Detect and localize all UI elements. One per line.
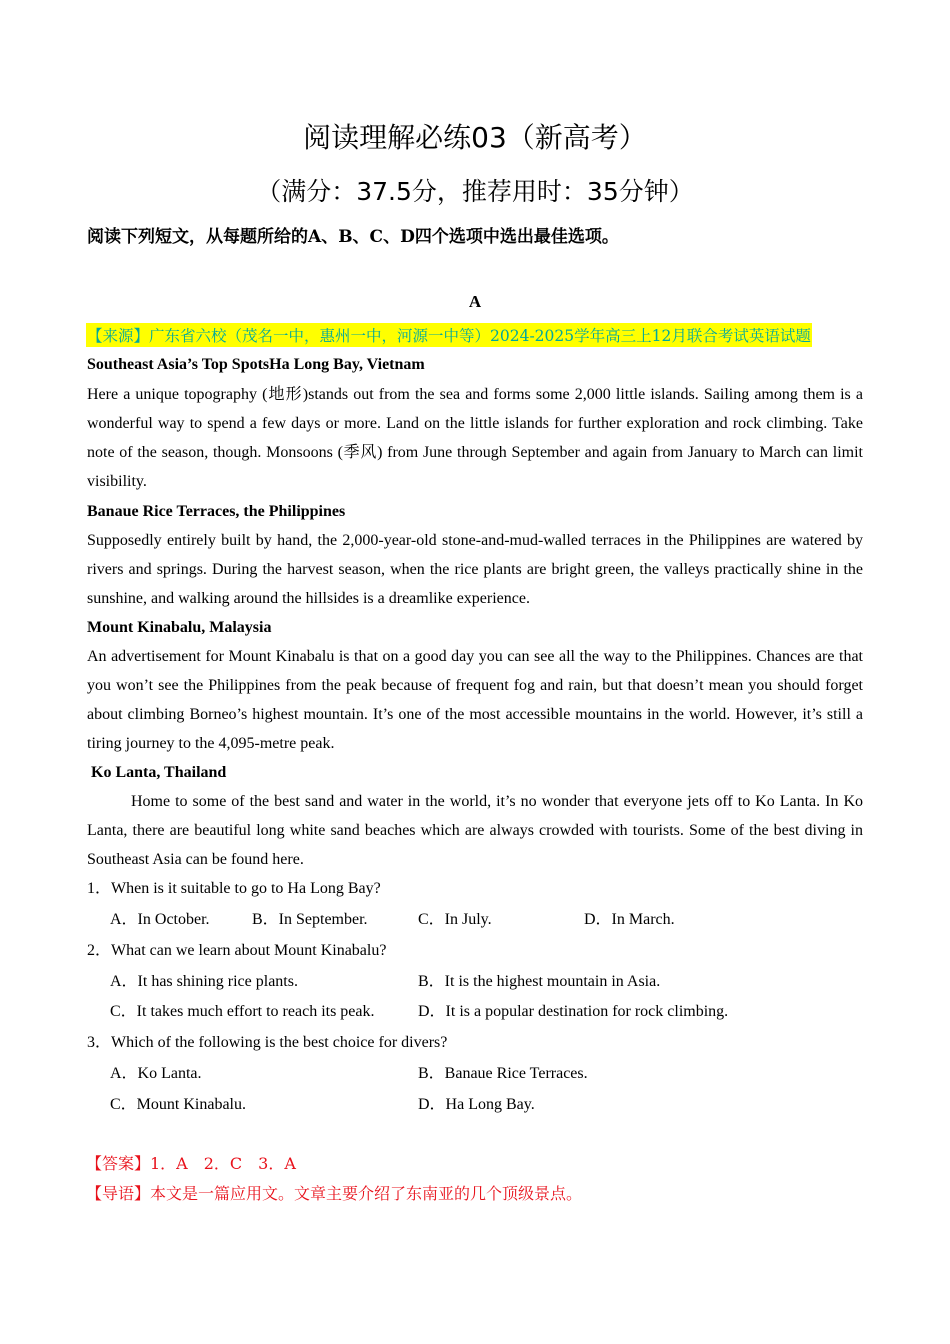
question-1-option-a: A．In October. — [110, 911, 210, 928]
passage-paragraph-4: Home to some of the best sand and water in the world, it’s no wonder that everyone jets off to Ko Lanta. In Ko Lanta, there are beautiful long white sand beaches which are always crowded with tourists. Some of the best diving in Southeast Asia can be found here. — [87, 793, 863, 868]
question-1-option-d: D．In March. — [584, 911, 675, 928]
question-2-option-c: C．It takes much effort to reach its peak. — [110, 1003, 375, 1020]
section-letter: A — [468, 292, 482, 311]
question-3-option-a: A．Ko Lanta. — [110, 1065, 202, 1082]
question-2-option-d: D．It is a popular destination for rock climbing. — [418, 1003, 729, 1020]
question-1-option-b: B．In September. — [252, 911, 368, 928]
question-3-option-c: C．Mount Kinabalu. — [110, 1096, 246, 1113]
page-subtitle: （满分：37.5分，推荐用时：35分钟） — [256, 177, 694, 206]
question-3-option-b: B．Banaue Rice Terraces. — [418, 1065, 588, 1082]
passage-heading-2: Banaue Rice Terraces, the Philippines — [87, 503, 346, 520]
question-1-option-c: C．In July. — [418, 911, 492, 928]
page-title: 阅读理解必练03（新高考） — [303, 121, 647, 154]
question-3-stem: 3．Which of the following is the best choice for divers? — [87, 1034, 448, 1051]
passage-heading-3: Mount Kinabalu, Malaysia — [87, 619, 272, 636]
guide-line: 【导语】本文是一篇应用文。文章主要介绍了东南亚的几个顶级景点。 — [86, 1184, 583, 1203]
instruction-text: 阅读下列短文，从每题所给的A、B、C、D四个选项中选出最佳选项。 — [87, 227, 619, 247]
source-highlight: 【来源】广东省六校（茂名一中，惠州一中，河源一中等）2024-2025学年高三上12月联合考试英语试题 — [86, 323, 812, 347]
answer-line: 【答案】1．A 2．C 3．A — [86, 1154, 296, 1173]
passage-paragraph-1: Here a unique topography (地形)stands out from the sea and forms some 2,000 little islands. Sailing among them is a wonderful way to spend a few days or more. Land on the little islands for further exploration and rock climbing. Take note of the season, though. Monsoons (季风) from June through September and again from January to March can limit visibility. — [87, 386, 863, 490]
question-1-stem: 1．When is it suitable to go to Ha Long Bay? — [87, 880, 381, 897]
question-2-option-b: B．It is the highest mountain in Asia. — [418, 973, 661, 990]
passage-heading-4: Ko Lanta, Thailand — [87, 764, 227, 781]
question-2-option-a: A．It has shining rice plants. — [110, 973, 298, 990]
passage-paragraph-3: An advertisement for Mount Kinabalu is that on a good day you can see all the way to the Philippines. Chances are that you won’t see the Philippines from the peak because of frequent fog and rain, but that doesn’t mean you should forget about climbing Borneo’s highest mountain. It’s one of the most accessible mountains in the world. However, it’s still a tiring journey to the 4,095-metre peak. — [87, 648, 863, 752]
passage-heading-1: Southeast Asia’s Top SpotsHa Long Bay, Vietnam — [87, 356, 425, 373]
passage-paragraph-2: Supposedly entirely built by hand, the 2,000-year-old stone-and-mud-walled terraces in the Philippines are watered by rivers and springs. During the harvest season, when the rice plants are bright green, the valleys practically shine in the sunshine, and walking around the hillsides is a dreamlike experience. — [87, 532, 863, 607]
question-2-stem: 2．What can we learn about Mount Kinabalu? — [87, 942, 387, 959]
question-3-option-d: D．Ha Long Bay. — [418, 1096, 535, 1113]
